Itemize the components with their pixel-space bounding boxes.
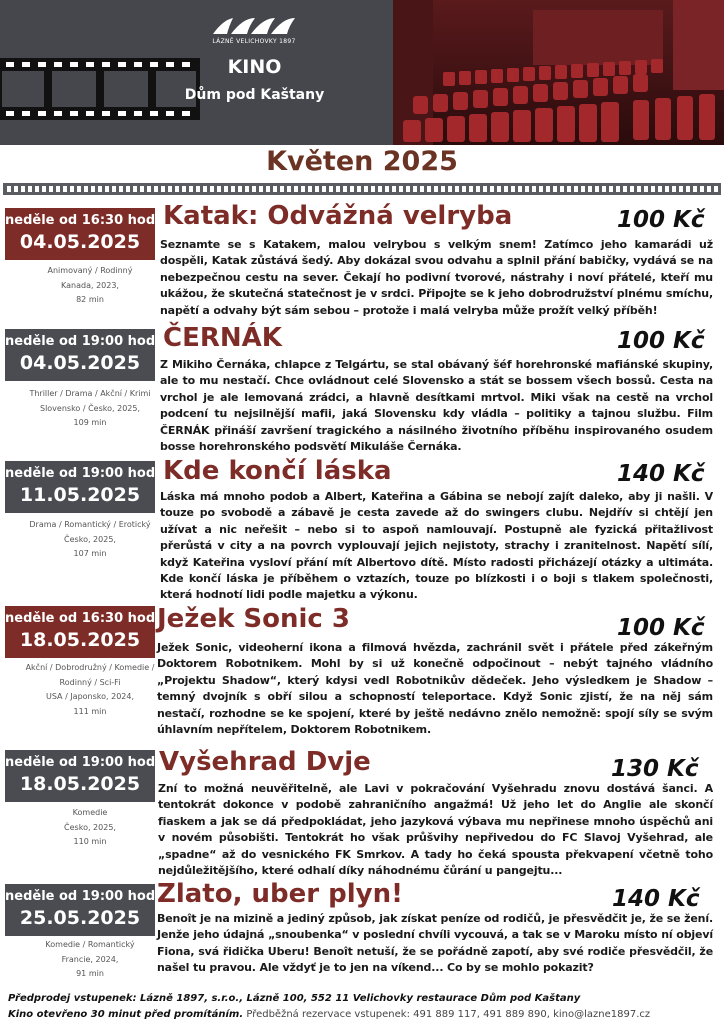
perforation-hole (203, 186, 207, 192)
film-description: Zní to možná neuvěřitelně, ale Lavi v pokračování Vyšehradu znovu dostává šanci. A tentokrát dokonce v podobě zahraničního angažmá! Už jeho let do Anglie ale skončí fiaskem a jak se dá předpokládat, jeho jazyková výbava mu nepřinese mnoho úspěchů ani v novém působišti. Tentokrát ho však průšvihy nepřivedou do FC Slavoj Vyšehrad, ale „spadne“ až do vesnického FK Smrkov. A tady ho čeká spousta překvapení včetně toho nejdůležitějšího, které odhalí díky náhodnému čůrání u pangejtu... (158, 782, 713, 878)
perforation-hole (329, 186, 333, 192)
perforation-hole (98, 186, 102, 192)
perforation-hole (63, 186, 67, 192)
perforation-hole (616, 186, 620, 192)
event-country: Slovensko / Česko, 2025, (39, 403, 141, 413)
film-description: Benoît je na mizině a jediný způsob, jak získat peníze od rodičů, je přesvědčit je, že se žení. Jenže jeho údajná „snoubenka“ v poslední chvíli vycouvá, a tak se v Maroku místo ní objeví Fiona, svá řidička Uberu! Benoît netuší, že se pořádně zapotí, aby své rodiče přesvědčil, že našel tu pravou. Ale vždyť je to jen na víkend... Co by se mohlo pokazit? (157, 912, 713, 975)
perforation-hole (483, 186, 487, 192)
perforation-hole (707, 186, 711, 192)
perforation-hole (84, 186, 88, 192)
ticket-price: 140 Kč (617, 461, 705, 487)
reservation-text: Předběžná rezervace vstupenek: 491 889 117, 491 889 890, kino@lazne1897.cz (243, 1009, 651, 1020)
perforation-hole (504, 186, 508, 192)
perforation-hole (623, 186, 627, 192)
film-title: ČERNÁK (163, 323, 282, 353)
perforation-hole (294, 186, 298, 192)
perforation-hole (560, 186, 564, 192)
perforation-hole (28, 186, 32, 192)
perforation-hole (126, 186, 130, 192)
perforation-hole (476, 186, 480, 192)
perforation-hole (231, 186, 235, 192)
film-description: Z Mikiho Černáka, chlapce z Telgártu, se stal obávaný šéf horehronské mafiánské skupiny, ale to mu nestačí. Chce ovládnout celé Slovensko a stát se bossem všech bossů. Cesta na vrchol je ale lemovaná zrádci, a hlavně desítkami mrtvol. Miki však na cestě na vrchol podcení tu nejsilnější mafii, jaká Slovensku kdy vládla – politiky a tajnou službu. Film ČERNÁK přináší završení tragického a násilného životního příběhu inspirovaného osudem bosse horehronského podsvětí Mikuláše Černáka. (160, 358, 713, 454)
event-date-box (5, 884, 155, 936)
perforation-hole (322, 186, 326, 192)
perforation-hole (406, 186, 410, 192)
perforation-hole (238, 186, 242, 192)
perforation-hole (105, 186, 109, 192)
event-meta (5, 806, 175, 850)
perforation-hole (301, 186, 305, 192)
perforation-hole (672, 186, 676, 192)
perforation-hole (546, 186, 550, 192)
kino-title: KINO (227, 56, 282, 78)
header (0, 0, 724, 145)
perforation-hole (581, 186, 585, 192)
perforation-hole (308, 186, 312, 192)
filmstrip-divider (3, 183, 721, 195)
event-genre: Akční / Dobrodružný / Komedie / (25, 663, 155, 672)
logo (206, 14, 302, 45)
opening-info (8, 1009, 718, 1020)
perforation-hole (147, 186, 151, 192)
perforation-hole (315, 186, 319, 192)
film-description: Seznamte se s Katakem, malou velrybou s velkým snem! Zatímco jeho kamarádi už dospěli, Katak zůstává šedý. Aby dokázal svou odvahu a splnil přání babičky, vydává se na nebezpečnou cestu na sever. Čekají ho podivní tvorové, nástrahy i noví přátelé, kteří mu ukážou, že skutečná statečnost je v srdci. Připojte se k jeho dobrodružství plnému smíchu, napětí a odvahy být sám sebou – protože i malá velryba může prožít velký příběh! (160, 238, 713, 317)
event-date-box (5, 750, 155, 802)
perforation-hole (168, 186, 172, 192)
event-time: neděle od 19:00 hod (5, 334, 156, 349)
perforation-hole (91, 186, 95, 192)
event-country: Rodinný / Sci-Fi (59, 677, 121, 687)
perforation-hole (7, 186, 11, 192)
event-genre: Komedie (72, 808, 108, 817)
film-description: Ježek Sonic, videoherní ikona a filmová hvězda, zachránil svět i přátele před zákeřným Doktorem Robotnikem. Mohl by si už konečně odpočinout – nebýt tajného vládního „Projektu Shadow“, který kdysi vedl Robotnikův dědeček. Jeho výsledkem je Shadow – temný dvojník s obří silou a schopností teleportace. Když Sonic zjistí, že na něj sám nestačí, rozhodne se ke spojení, které by ještě nedávno znělo nemožně: spojí síly se svým úhlavním nepřítelem, Doktorem Robotnikem. (157, 641, 713, 737)
perforation-hole (56, 186, 60, 192)
event-meta (5, 938, 175, 982)
venue-name: Dům pod Kaštany (184, 87, 325, 103)
month-title: Květen 2025 (266, 146, 458, 177)
event-country: Česko, 2025, (64, 534, 116, 544)
perforation-hole (259, 186, 263, 192)
event-date-box (5, 606, 155, 658)
event-date-box (5, 461, 155, 513)
event-time: neděle od 19:00 hod (5, 466, 156, 481)
perforation-hole (133, 186, 137, 192)
perforation-hole (224, 186, 228, 192)
perforation-hole (630, 186, 634, 192)
event-date: 04.05.2025 (19, 231, 141, 253)
opening-text: Kino otevřeno 30 minut před promítáním. (8, 1009, 244, 1020)
perforation-hole (70, 186, 74, 192)
film-description: Láska má mnoho podob a Albert, Kateřina a Gábina se nebojí zajít daleko, aby ji našli. V touze po svobodě a zábavě je cesta zavede až do swingers clubu. Nejdřív si chtějí jen užívat a nic neřešit – nebo si to aspoň namlouvají. Postupně ale fyzická přitažlivost přerůstá v city a na povrch vyplouvají jejich nejistoty, strachy i zranitelnost. Napětí sílí, když Kateřina vysloví přání mít Albertovo dítě. Místo radosti přicházejí otázky a ultimáta. Kde končí láska je příběhem o vztazích, touze po blízkosti i o boji s tlakem společnosti, která hodnotí lidi podle majetku a výkonu. (160, 490, 713, 602)
perforation-hole (686, 186, 690, 192)
perforation-hole (427, 186, 431, 192)
event-length: 109 min (73, 418, 107, 427)
event-country: Česko, 2025, (64, 822, 116, 832)
perforation-hole (182, 186, 186, 192)
film-title: Ježek Sonic 3 (157, 604, 350, 634)
perforation-hole (336, 186, 340, 192)
perforation-hole (343, 186, 347, 192)
event-date: 18.05.2025 (19, 773, 141, 795)
ticket-price: 130 Kč (611, 756, 699, 782)
event-meta (5, 387, 175, 431)
event-date: 18.05.2025 (19, 629, 141, 651)
event-genre: Drama / Romantický / Erotický (29, 520, 151, 529)
perforation-hole (112, 186, 116, 192)
film-title: Vyšehrad Dvje (159, 747, 371, 777)
perforation-hole (553, 186, 557, 192)
perforation-hole (217, 186, 221, 192)
perforation-hole (266, 186, 270, 192)
event-country-2: USA / Japonsko, 2024, (45, 692, 135, 701)
header-panel (0, 0, 393, 145)
event-genre: Komedie / Romantický (45, 940, 135, 949)
event-meta (5, 661, 175, 719)
perforation-hole (525, 186, 529, 192)
event-country: Kanada, 2023, (61, 280, 119, 290)
event-time: neděle od 16:30 hod (5, 611, 156, 626)
perforation-hole (77, 186, 81, 192)
perforation-hole (609, 186, 613, 192)
perforation-hole (420, 186, 424, 192)
perforation-hole (714, 186, 718, 192)
perforation-hole (399, 186, 403, 192)
perforation-hole (42, 186, 46, 192)
perforation-hole (532, 186, 536, 192)
perforation-hole (539, 186, 543, 192)
event-date: 25.05.2025 (19, 907, 141, 929)
event-time: neděle od 19:00 hod (5, 755, 156, 770)
perforation-hole (448, 186, 452, 192)
perforation-hole (350, 186, 354, 192)
perforation-hole (385, 186, 389, 192)
perforation-hole (378, 186, 382, 192)
event-date: 11.05.2025 (19, 484, 141, 506)
perforation-hole (189, 186, 193, 192)
event-country: Francie, 2024, (61, 954, 119, 964)
perforation-hole (196, 186, 200, 192)
perforation-hole (252, 186, 256, 192)
event-meta (5, 518, 175, 562)
perforation-hole (392, 186, 396, 192)
perforation-hole (637, 186, 641, 192)
perforation-hole (49, 186, 53, 192)
ticket-price: 100 Kč (617, 615, 705, 641)
cinema-hall-photo (393, 0, 724, 145)
perforation-hole (273, 186, 277, 192)
perforation-hole (364, 186, 368, 192)
perforation-hole (574, 186, 578, 192)
perforation-hole (679, 186, 683, 192)
cinema-seats-illustration (393, 0, 724, 145)
perforation-hole (665, 186, 669, 192)
event-length: 107 min (73, 549, 107, 558)
presale-info (8, 993, 718, 1004)
perforation-hole (14, 186, 18, 192)
perforation-hole (462, 186, 466, 192)
perforation-hole (700, 186, 704, 192)
perforation-hole (119, 186, 123, 192)
perforation-hole (357, 186, 361, 192)
event-genre: Thriller / Drama / Akční / Krimi (29, 389, 151, 398)
perforation-hole (35, 186, 39, 192)
perforation-hole (287, 186, 291, 192)
ticket-price: 140 Kč (612, 886, 700, 912)
perforation-hole (441, 186, 445, 192)
film-title: Katak: Odvážná velryba (163, 201, 513, 231)
perforation-hole (595, 186, 599, 192)
perforation-hole (518, 186, 522, 192)
event-length: 110 min (73, 837, 107, 846)
perforation-hole (490, 186, 494, 192)
event-time: neděle od 19:00 hod (5, 889, 156, 904)
perforation-hole (175, 186, 179, 192)
logo-mark-icon (209, 14, 299, 36)
perforation-hole (693, 186, 697, 192)
perforation-hole (469, 186, 473, 192)
perforation-hole (455, 186, 459, 192)
presale-text: Předprodej vstupenek: Lázně 1897, s.r.o., Lázně 100, 552 11 Velichovky restaurace Dům pod Kaštany (8, 993, 581, 1004)
perforation-hole (245, 186, 249, 192)
film-title: Zlato, uber plyn! (157, 879, 403, 909)
event-length: 91 min (76, 969, 104, 978)
event-date-box (5, 208, 155, 260)
perforation-hole (511, 186, 515, 192)
perforation-hole (210, 186, 214, 192)
perforation-hole (602, 186, 606, 192)
event-date-box (5, 329, 155, 381)
perforation-hole (140, 186, 144, 192)
event-meta (5, 264, 175, 308)
event-time: neděle od 16:30 hod (5, 213, 156, 228)
ticket-price: 100 Kč (617, 328, 705, 354)
event-date: 04.05.2025 (19, 352, 141, 374)
perforation-hole (21, 186, 25, 192)
perforation-hole (658, 186, 662, 192)
event-genre: Animovaný / Rodinný (47, 266, 133, 275)
perforation-hole (651, 186, 655, 192)
perforation-hole (644, 186, 648, 192)
perforation-hole (161, 186, 165, 192)
perforation-hole (371, 186, 375, 192)
perforation-hole (280, 186, 284, 192)
perforation-hole (497, 186, 501, 192)
perforation-hole (588, 186, 592, 192)
film-title: Kde končí láska (163, 456, 392, 486)
perforation-hole (567, 186, 571, 192)
event-length: 111 min (73, 706, 107, 716)
perforation-hole (434, 186, 438, 192)
logo-text: LÁZNĚ VELICHOVKY 1897 (212, 38, 296, 45)
perforation-hole (413, 186, 417, 192)
ticket-price: 100 Kč (617, 207, 705, 233)
perforation-hole (154, 186, 158, 192)
event-length: 82 min (76, 295, 104, 304)
